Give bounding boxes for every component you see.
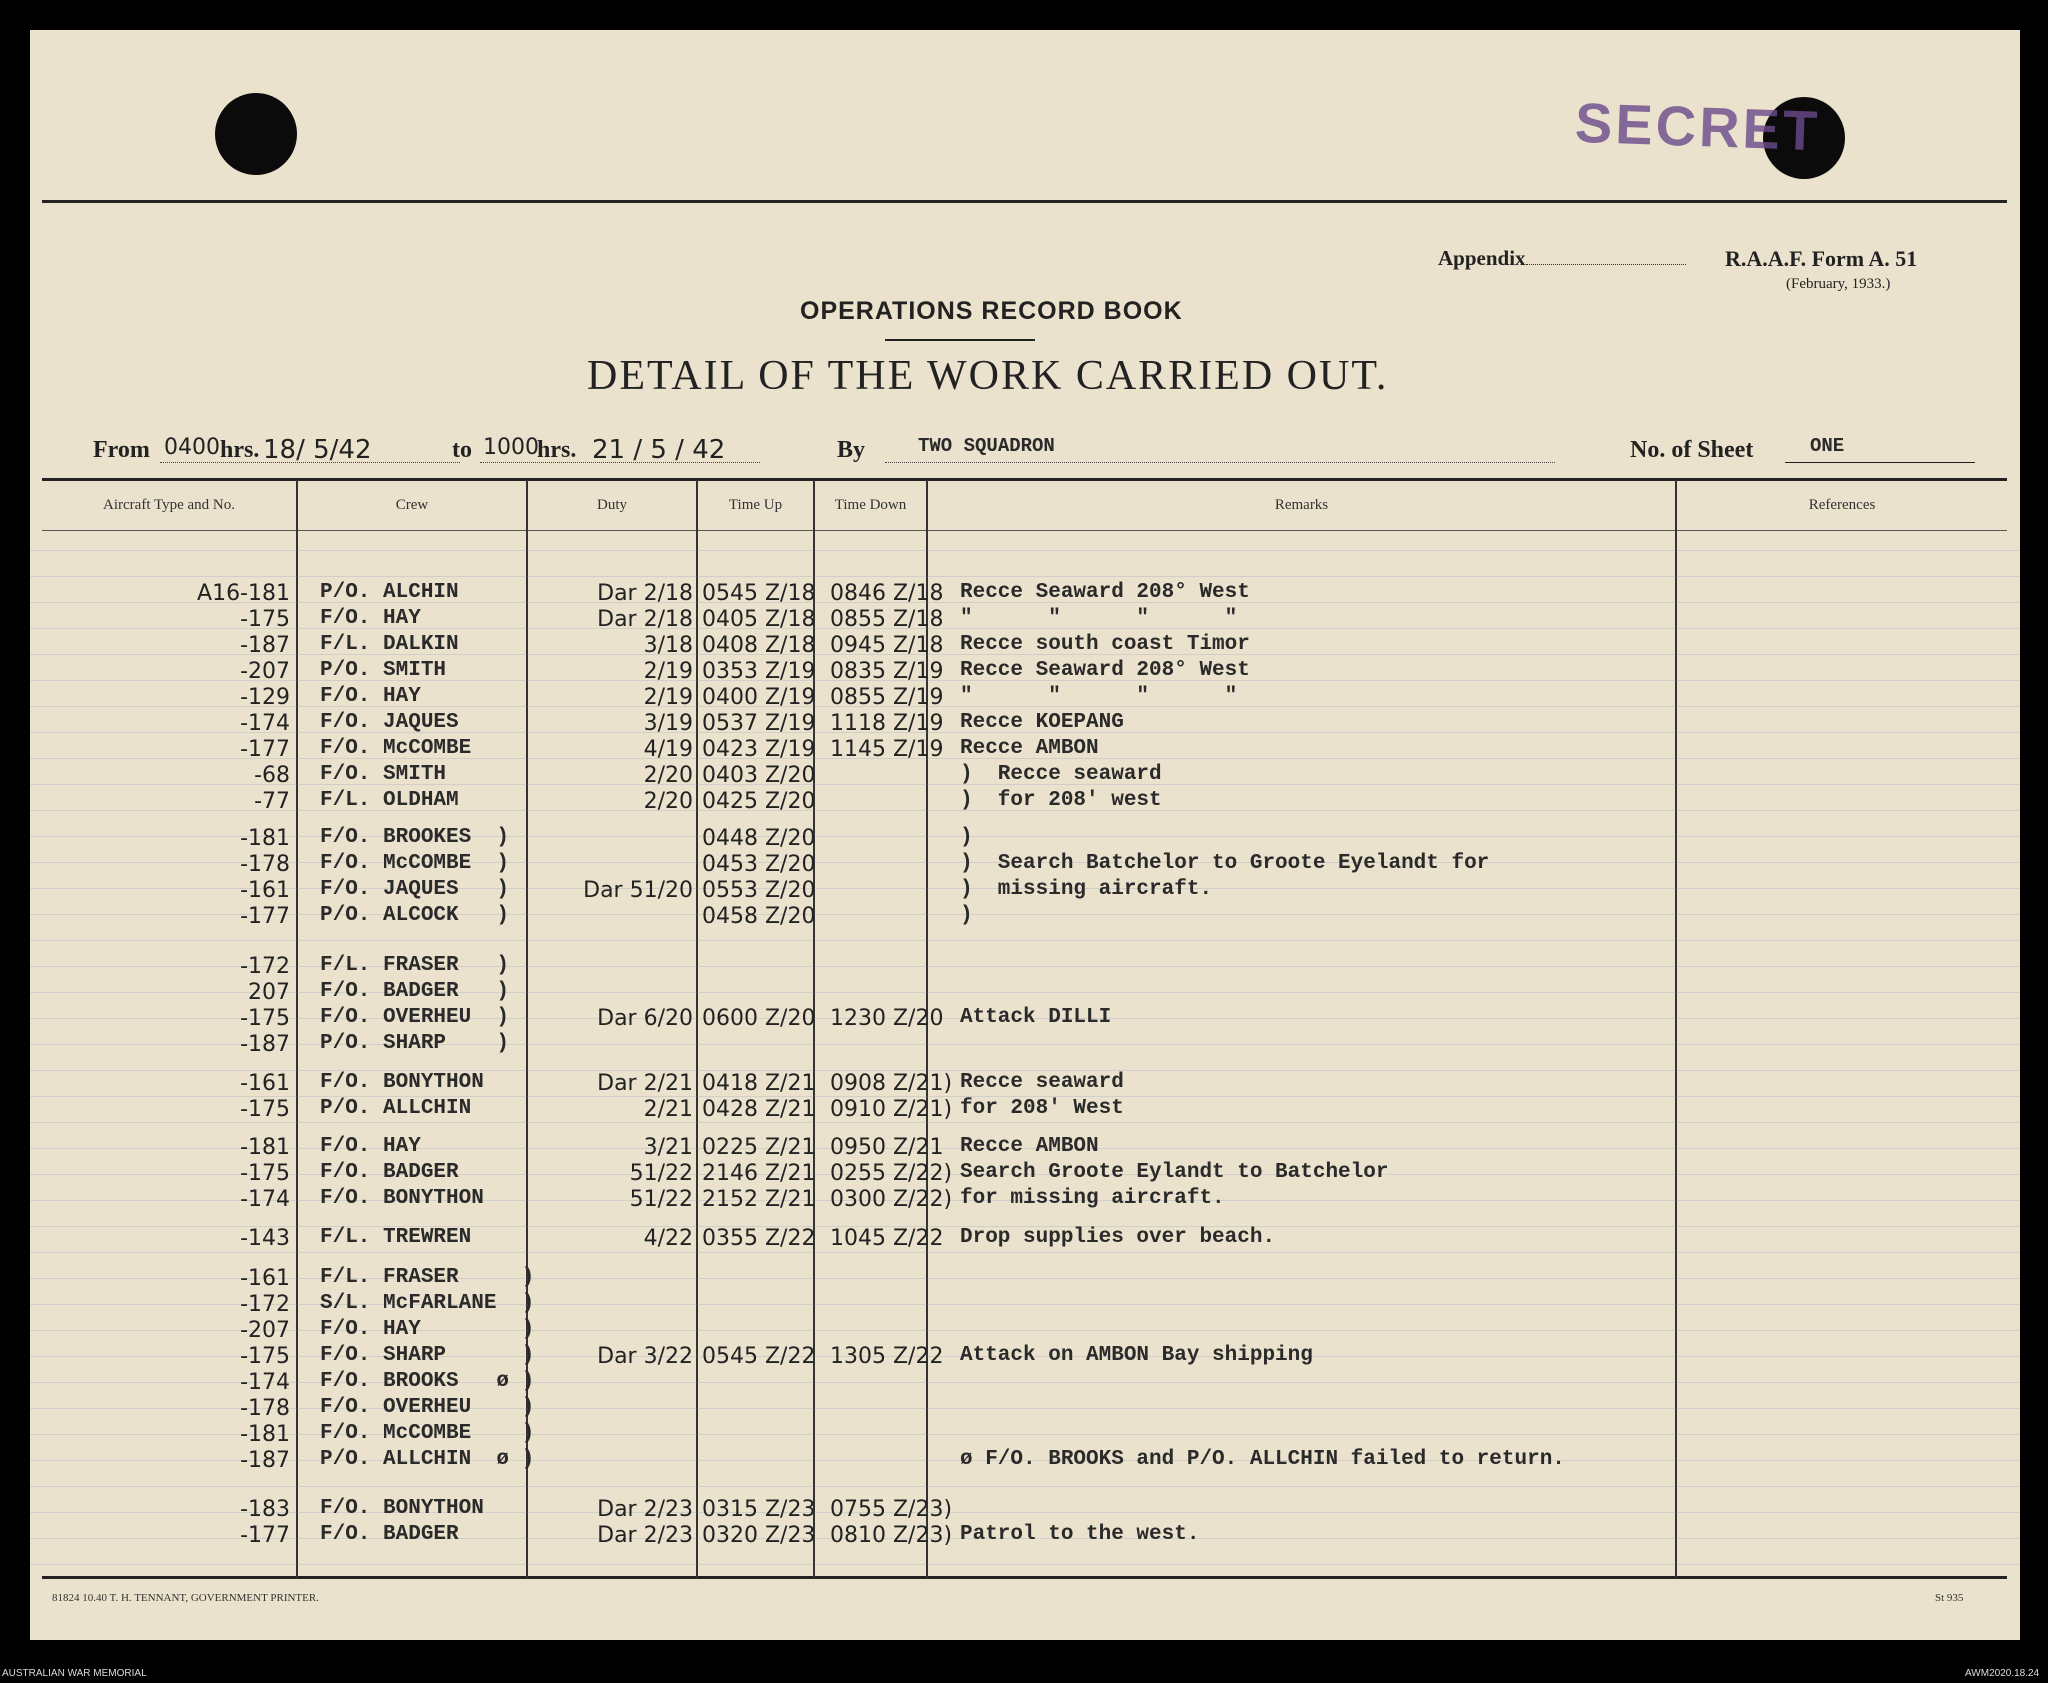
remarks-cell: Patrol to the west. xyxy=(960,1523,1200,1546)
document-title: OPERATIONS RECORD BOOK xyxy=(800,297,1183,325)
crew-cell: F/O. SHARP ) xyxy=(320,1344,535,1367)
time-up-cell: 0425 Z/20 xyxy=(702,789,816,814)
crew-cell: S/L. McFARLANE ) xyxy=(320,1292,535,1315)
secret-stamp: SECRET xyxy=(1573,90,1822,163)
time-down-cell: 0835 Z/19 xyxy=(830,659,944,684)
time-up-cell: 2146 Z/21 xyxy=(702,1161,816,1186)
crew-cell: F/O. BONYTHON xyxy=(320,1187,484,1210)
crew-cell: F/O. McCOMBE ) xyxy=(320,1422,535,1445)
remarks-cell: " " " " xyxy=(960,685,1238,708)
time-up-cell: 0537 Z/19 xyxy=(702,711,816,736)
to-dotline xyxy=(480,462,760,463)
duty-cell: 4/19 xyxy=(643,737,693,762)
duty-cell: Dar 2/23 xyxy=(597,1497,693,1522)
time-up-cell: 0315 Z/23 xyxy=(702,1497,816,1522)
duty-cell: 2/19 xyxy=(643,685,693,710)
crew-cell: F/L. DALKIN xyxy=(320,633,459,656)
remarks-cell: ø F/O. BROOKS and P/O. ALLCHIN failed to return. xyxy=(960,1448,1565,1471)
crew-cell: F/O. BADGER xyxy=(320,1523,459,1546)
from-label: From xyxy=(93,437,150,463)
remarks-cell: ) for 208' west xyxy=(960,789,1162,812)
crew-cell: P/O. SMITH xyxy=(320,659,447,682)
col-header-crew: Crew xyxy=(395,497,429,513)
aircraft-cell: -174 xyxy=(240,1187,290,1212)
time-down-cell: 0910 Z/21) xyxy=(830,1097,953,1122)
crew-cell: P/O. ALLCHIN ø ) xyxy=(320,1448,535,1471)
crew-cell: F/L. FRASER ) xyxy=(320,954,510,977)
time-up-cell: 0355 Z/22 xyxy=(702,1226,816,1251)
aircraft-cell: -175 xyxy=(240,1097,290,1122)
duty-cell: 3/18 xyxy=(643,633,693,658)
aircraft-cell: -207 xyxy=(240,659,290,684)
time-up-cell: 0423 Z/19 xyxy=(702,737,816,762)
aircraft-cell: -174 xyxy=(240,1370,290,1395)
time-down-cell: 0255 Z/22) xyxy=(830,1161,953,1186)
aircraft-cell: -129 xyxy=(240,685,290,710)
crew-cell: F/O. HAY xyxy=(320,1135,421,1158)
remarks-cell: for 208' West xyxy=(960,1097,1124,1120)
crew-cell: F/L. OLDHAM xyxy=(320,789,459,812)
aircraft-cell: -68 xyxy=(254,763,290,788)
aircraft-cell: -175 xyxy=(240,1344,290,1369)
time-up-cell: 0405 Z/18 xyxy=(702,607,816,632)
aircraft-cell: -143 xyxy=(240,1226,290,1251)
duty-cell: Dar 51/20 xyxy=(583,878,693,903)
time-up-cell: 0458 Z/20 xyxy=(702,904,816,929)
aircraft-cell: -187 xyxy=(240,633,290,658)
from-time: 0400 xyxy=(164,435,220,460)
crew-cell: F/O. SMITH xyxy=(320,763,447,786)
duty-cell: 2/21 xyxy=(643,1097,693,1122)
remarks-cell: Recce Seaward 208° West xyxy=(960,659,1250,682)
aircraft-cell: -161 xyxy=(240,1266,290,1291)
duty-cell: 3/21 xyxy=(643,1135,693,1160)
duty-cell: 4/22 xyxy=(643,1226,693,1251)
time-up-cell: 0225 Z/21 xyxy=(702,1135,816,1160)
col-header-references: References xyxy=(1808,497,1876,513)
paper-ruling-line xyxy=(30,940,2020,941)
time-down-cell: 0846 Z/18 xyxy=(830,581,944,606)
time-up-cell: 0418 Z/21 xyxy=(702,1071,816,1096)
paper-ruling-line xyxy=(30,1122,2020,1123)
crew-cell: P/O. ALLCHIN xyxy=(320,1097,472,1120)
crew-cell: F/O. HAY ) xyxy=(320,1318,535,1341)
crew-cell: F/O. JAQUES ) xyxy=(320,878,510,901)
paper-ruling-line xyxy=(30,550,2020,551)
time-down-cell: 1145 Z/19 xyxy=(830,737,944,762)
duty-cell: Dar 6/20 xyxy=(597,1006,693,1031)
col-header-remarks: Remarks xyxy=(1274,497,1329,513)
remarks-cell: ) xyxy=(960,826,973,849)
remarks-cell: Recce AMBON xyxy=(960,1135,1099,1158)
aircraft-cell: -175 xyxy=(240,607,290,632)
by-dotline xyxy=(885,462,1555,463)
aircraft-cell: -161 xyxy=(240,1071,290,1096)
duty-cell: 51/22 xyxy=(629,1187,693,1212)
aircraft-cell: -178 xyxy=(240,852,290,877)
time-down-cell: 0855 Z/18 xyxy=(830,607,944,632)
remarks-cell: Recce Seaward 208° West xyxy=(960,581,1250,604)
aircraft-cell: -172 xyxy=(240,954,290,979)
time-down-cell: 0810 Z/23) xyxy=(830,1523,953,1548)
aircraft-cell: -172 xyxy=(240,1292,290,1317)
time-down-cell: 1305 Z/22 xyxy=(830,1344,944,1369)
paper-ruling-line xyxy=(30,1564,2020,1565)
document-page xyxy=(30,30,2020,1640)
time-up-cell: 0600 Z/20 xyxy=(702,1006,816,1031)
by-value: TWO SQUADRON xyxy=(918,435,1055,457)
to-date: 21 / 5 / 42 xyxy=(592,435,726,465)
time-up-cell: 0553 Z/20 xyxy=(702,878,816,903)
remarks-cell: Recce south coast Timor xyxy=(960,633,1250,656)
form-name: R.A.A.F. Form A. 51 xyxy=(1725,246,1918,271)
sheet-value: ONE xyxy=(1810,435,1845,457)
crew-cell: F/O. HAY xyxy=(320,685,421,708)
crew-cell: F/O. BADGER xyxy=(320,1161,459,1184)
remarks-cell: Recce KOEPANG xyxy=(960,711,1124,734)
time-down-cell: 0950 Z/21 xyxy=(830,1135,944,1160)
duty-cell: 2/20 xyxy=(643,789,693,814)
duty-cell: Dar 2/18 xyxy=(597,581,693,606)
col-divider-3 xyxy=(696,480,698,1578)
duty-cell: 2/19 xyxy=(643,659,693,684)
sheet-label: No. of Sheet xyxy=(1630,437,1754,463)
crew-cell: P/O. SHARP ) xyxy=(320,1032,510,1055)
aircraft-cell: -177 xyxy=(240,1523,290,1548)
duty-cell: 2/20 xyxy=(643,763,693,788)
aircraft-cell: -181 xyxy=(240,1422,290,1447)
remarks-cell: Recce seaward xyxy=(960,1071,1124,1094)
from-dotline xyxy=(160,462,460,463)
remarks-cell: ) xyxy=(960,904,973,927)
crew-cell: F/O. McCOMBE ) xyxy=(320,852,510,875)
remarks-cell: ) Recce seaward xyxy=(960,763,1162,786)
from-date: 18/ 5/42 xyxy=(263,435,372,465)
time-up-cell: 0353 Z/19 xyxy=(702,659,816,684)
to-time: 1000 xyxy=(483,435,539,460)
remarks-cell: Attack on AMBON Bay shipping xyxy=(960,1344,1313,1367)
credit-left: AUSTRALIAN WAR MEMORIAL xyxy=(2,1668,147,1679)
col-divider-1 xyxy=(296,480,298,1578)
crew-cell: F/L. TREWREN xyxy=(320,1226,472,1249)
time-down-cell: 0945 Z/18 xyxy=(830,633,944,658)
appendix-label: Appendix xyxy=(1438,246,1686,271)
crew-cell: F/O. JAQUES xyxy=(320,711,459,734)
crew-cell: F/O. BROOKES ) xyxy=(320,826,510,849)
aircraft-cell: -207 xyxy=(240,1318,290,1343)
punch-hole-left xyxy=(215,93,297,175)
time-up-cell: 0545 Z/22 xyxy=(702,1344,816,1369)
duty-cell: Dar 2/23 xyxy=(597,1523,693,1548)
crew-cell: P/O. ALCHIN xyxy=(320,581,459,604)
time-down-cell: 0300 Z/22) xyxy=(830,1187,953,1212)
time-up-cell: 0408 Z/18 xyxy=(702,633,816,658)
aircraft-cell: -187 xyxy=(240,1448,290,1473)
col-header-aircraft: Aircraft Type and No. xyxy=(103,497,235,513)
remarks-cell: ) Search Batchelor to Groote Eyelandt for xyxy=(960,852,1490,875)
aircraft-cell: -181 xyxy=(240,1135,290,1160)
aircraft-cell: -161 xyxy=(240,878,290,903)
hrs-label-1: hrs. xyxy=(220,437,260,463)
to-label: to xyxy=(452,437,472,463)
form-code: St 935 xyxy=(1935,1592,1964,1604)
crew-cell: F/O. OVERHEU ) xyxy=(320,1396,535,1419)
crew-cell: P/O. ALCOCK ) xyxy=(320,904,510,927)
paper-ruling-line xyxy=(30,1252,2020,1253)
time-up-cell: 0320 Z/23 xyxy=(702,1523,816,1548)
time-down-cell: 1230 Z/20 xyxy=(830,1006,944,1031)
aircraft-cell: -77 xyxy=(254,789,290,814)
by-label: By xyxy=(837,437,866,463)
duty-cell: 51/22 xyxy=(629,1161,693,1186)
time-up-cell: 2152 Z/21 xyxy=(702,1187,816,1212)
header-bottom-rule xyxy=(42,530,2007,531)
time-up-cell: 0400 Z/19 xyxy=(702,685,816,710)
time-down-cell: 1118 Z/19 xyxy=(830,711,944,736)
crew-cell: F/O. BONYTHON xyxy=(320,1497,484,1520)
duty-cell: Dar 2/18 xyxy=(597,607,693,632)
aircraft-cell: -177 xyxy=(240,904,290,929)
col-header-duty: Duty xyxy=(597,497,627,513)
col-header-time-up: Time Up xyxy=(728,497,783,513)
time-up-cell: 0453 Z/20 xyxy=(702,852,816,877)
crew-cell: F/O. BADGER ) xyxy=(320,980,510,1003)
document-subtitle: DETAIL OF THE WORK CARRIED OUT. xyxy=(587,353,1389,399)
top-rule xyxy=(42,200,2007,203)
time-down-cell: 0755 Z/23) xyxy=(830,1497,953,1522)
paper-ruling-line xyxy=(30,1486,2020,1487)
aircraft-cell: -175 xyxy=(240,1161,290,1186)
table-top-rule xyxy=(42,478,2007,481)
sheet-underline xyxy=(1785,462,1975,463)
time-up-cell: 0403 Z/20 xyxy=(702,763,816,788)
aircraft-cell: A16-181 xyxy=(197,581,290,606)
crew-cell: F/O. BONYTHON xyxy=(320,1071,484,1094)
credit-right: AWM2020.18.24 xyxy=(1965,1668,2040,1679)
time-down-cell: 0855 Z/19 xyxy=(830,685,944,710)
table-bottom-rule xyxy=(42,1576,2007,1579)
paper-ruling-line xyxy=(30,576,2020,577)
aircraft-cell: -177 xyxy=(240,737,290,762)
remarks-cell: Search Groote Eylandt to Batchelor xyxy=(960,1161,1389,1184)
duty-cell: Dar 3/22 xyxy=(597,1344,693,1369)
crew-cell: F/L. FRASER ) xyxy=(320,1266,535,1289)
remarks-cell: Recce AMBON xyxy=(960,737,1099,760)
aircraft-cell: -174 xyxy=(240,711,290,736)
duty-cell: 3/19 xyxy=(643,711,693,736)
crew-cell: F/O. McCOMBE xyxy=(320,737,472,760)
title-underline xyxy=(885,339,1035,341)
duty-cell: Dar 2/21 xyxy=(597,1071,693,1096)
crew-cell: F/O. HAY xyxy=(320,607,421,630)
col-header-time-down: Time Down xyxy=(834,497,907,513)
remarks-cell: for missing aircraft. xyxy=(960,1187,1225,1210)
time-up-cell: 0545 Z/18 xyxy=(702,581,816,606)
aircraft-cell: 207 xyxy=(248,980,290,1005)
form-date: (February, 1933.) xyxy=(1786,276,1891,292)
hrs-label-2: hrs. xyxy=(537,437,577,463)
remarks-cell: " " " " xyxy=(960,607,1238,630)
remarks-cell: Drop supplies over beach. xyxy=(960,1226,1276,1249)
remarks-cell: ) missing aircraft. xyxy=(960,878,1213,901)
aircraft-cell: -175 xyxy=(240,1006,290,1031)
time-up-cell: 0428 Z/21 xyxy=(702,1097,816,1122)
time-down-cell: 0908 Z/21) xyxy=(830,1071,953,1096)
time-up-cell: 0448 Z/20 xyxy=(702,826,816,851)
col-divider-6 xyxy=(1675,480,1677,1578)
crew-cell: F/O. BROOKS ø ) xyxy=(320,1370,535,1393)
aircraft-cell: -178 xyxy=(240,1396,290,1421)
time-down-cell: 1045 Z/22 xyxy=(830,1226,944,1251)
printer-footer: 81824 10.40 T. H. TENNANT, GOVERNMENT PRINTER. xyxy=(52,1592,319,1604)
aircraft-cell: -181 xyxy=(240,826,290,851)
aircraft-cell: -183 xyxy=(240,1497,290,1522)
remarks-cell: Attack DILLI xyxy=(960,1006,1112,1029)
aircraft-cell: -187 xyxy=(240,1032,290,1057)
crew-cell: F/O. OVERHEU ) xyxy=(320,1006,510,1029)
